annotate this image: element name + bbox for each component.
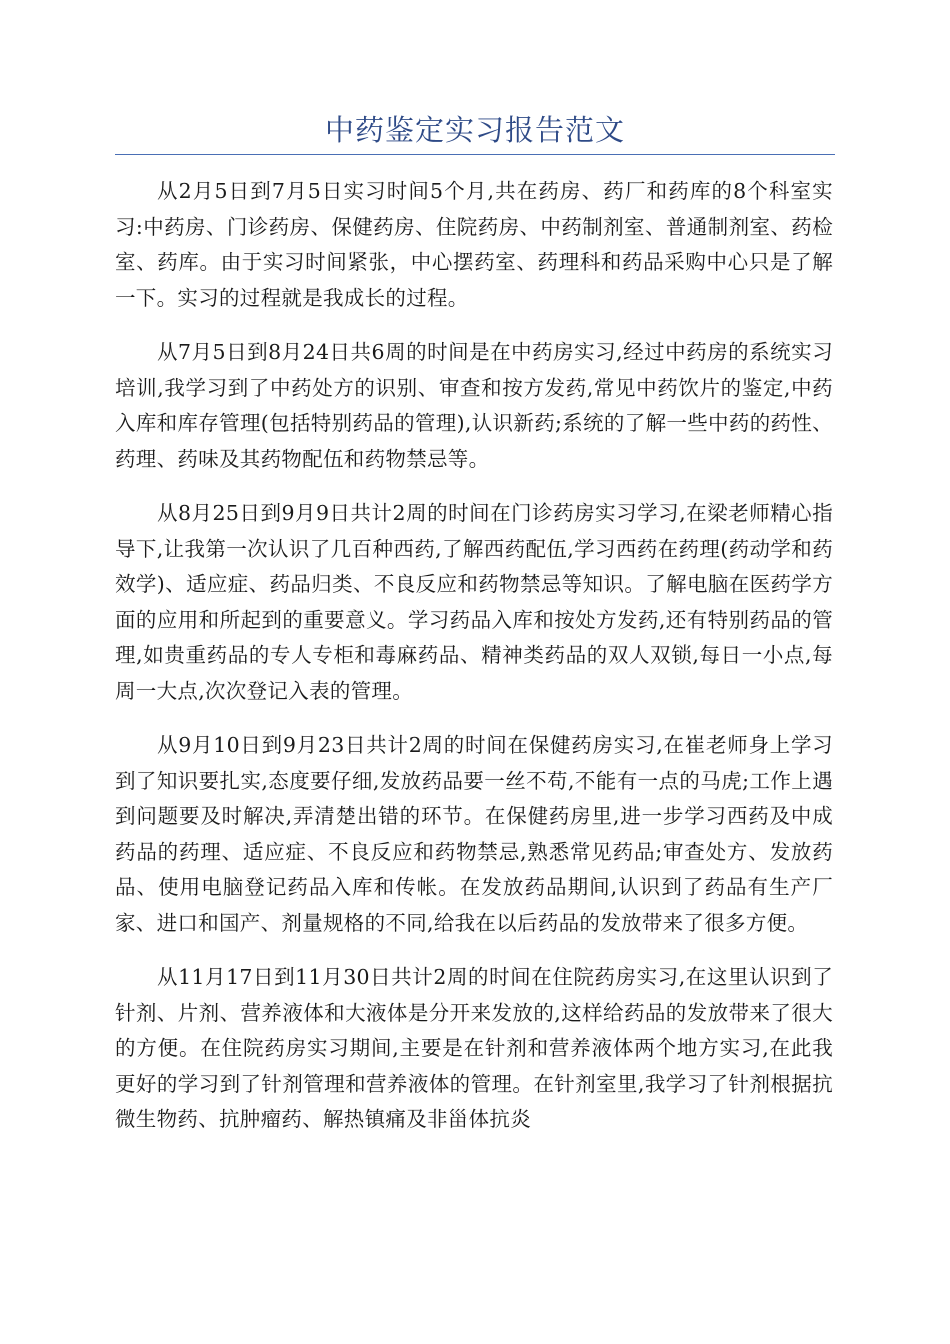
paragraph: 从11月17日到11月30日共计2周的时间在住院药房实习,在这里认识到了针剂、片剂、营养液体和大液体是分开来发放的,这样给药品的发放带来了很大的方便。在住院药房实习期间,主要是在针剂和营养液体两个地方实习,在此我更好的学习到了针剂管理和营养液体的管理。在针剂室里,我学习了针剂根据抗微生物药、抗肿瘤药、解热镇痛及非甾体抗炎: [115, 965, 833, 1131]
document-body: [115, 174, 833, 1157]
document-title: 中药鉴定实习报告范文: [324, 113, 625, 147]
title-underline: [115, 154, 835, 155]
paragraph: 从8月25日到9月9日共计2周的时间在门诊药房实习学习,在梁老师精心指导下,让我第一次认识了几百种西药,了解西药配伍,学习西药在药理(药动学和药效学)、适应症、药品归类、不良反应和药物禁忌等知识。了解电脑在医药学方面的应用和所起到的重要意义。学习药品入库和按处方发药,还有特别药品的管理,如贵重药品的专人专柜和毒麻药品、精神类药品的双人双锁,每日一小点,每周一大点,次次登记入表的管理。: [115, 501, 833, 703]
paragraph: 从2月5日到7月5日实习时间5个月,共在药房、药厂和药库的8个科室实习:中药房、门诊药房、保健药房、住院药房、中药制剂室、普通制剂室、药检室、药库。由于实习时间紧张，中心摆药室、药理科和药品采购中心只是了解一下。实习的过程就是我成长的过程。: [115, 179, 833, 310]
paragraph: 从7月5日到8月24日共6周的时间是在中药房实习,经过中药房的系统实习培训,我学习到了中药处方的识别、审查和按方发药,常见中药饮片的鉴定,中药入库和库存管理(包括特别药品的管理),认识新药;系统的了解一些中药的药性、药理、药味及其药物配伍和药物禁忌等。: [115, 340, 833, 471]
paragraph: 从9月10日到9月23日共计2周的时间在保健药房实习,在崔老师身上学习到了知识要扎实,态度要仔细,发放药品要一丝不苟,不能有一点的马虎;工作上遇到问题要及时解决,弄清楚出错的环节。在保健药房里,进一步学习西药及中成药品的药理、适应症、不良反应和药物禁忌,熟悉常见药品;审查处方、发放药品、使用电脑登记药品入库和传帐。在发放药品期间,认识到了药品有生产厂家、进口和国产、剂量规格的不同,给我在以后药品的发放带来了很多方便。: [115, 733, 833, 935]
